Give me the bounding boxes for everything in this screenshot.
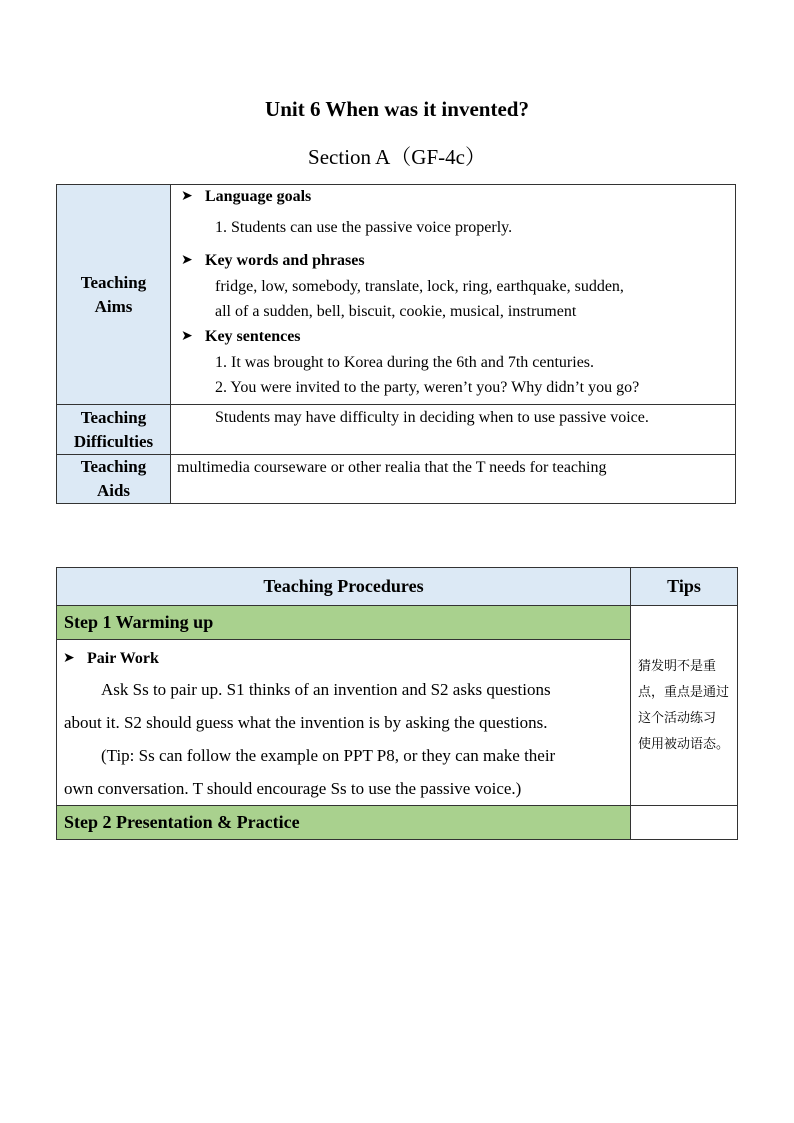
arrowhead-bullet-icon: ➤	[63, 651, 75, 666]
difficulties-content-cell	[171, 405, 736, 455]
tips-header-cell: Tips	[631, 568, 738, 606]
language-goals-heading	[177, 184, 735, 210]
key-words-line: fridge, low, somebody, translate, lock, ring, earthquake, sudden,	[215, 278, 624, 295]
teaching-aims-table	[56, 184, 736, 504]
aims-label-cell	[57, 185, 171, 405]
arrowhead-bullet-icon: ➤	[181, 189, 193, 204]
aims-label-line-1: Teaching	[80, 272, 147, 292]
teaching-procedures-table	[56, 567, 738, 840]
pair-work-line	[64, 673, 624, 706]
arrowhead-bullet-icon: ➤	[181, 329, 193, 344]
difficulties-text: Students may have difficulty in deciding when to use passive voice.	[215, 409, 649, 426]
aids-text: multimedia courseware or other realia that the T needs for teaching	[177, 459, 607, 476]
procedures-header-cell: Teaching Procedures	[57, 568, 631, 606]
document-title: Unit 6 When was it invented?	[265, 97, 529, 121]
tips-line: 点，重点是通过	[638, 684, 730, 700]
key-sentences-heading-text: Key sentences	[205, 328, 301, 345]
key-sentences-heading	[177, 324, 735, 350]
pair-work-heading-text: Pair Work	[87, 650, 159, 667]
tips-line: 这个活动练习	[638, 710, 717, 726]
difficulties-label-cell	[57, 405, 171, 455]
key-sentence-item: 2. You were invited to the party, weren’t you? Why didn’t you go?	[215, 379, 640, 396]
key-words-line: all of a sudden, bell, biscuit, cookie, musical, instrument	[215, 303, 577, 320]
document-subtitle: Section A（GF-4c）	[308, 145, 486, 169]
pair-work-line	[64, 739, 624, 772]
aids-label-line-1: Teaching	[80, 457, 147, 476]
aims-label-line-2: Aims	[94, 296, 133, 316]
step-2-title: Step 2 Presentation & Practice	[57, 806, 631, 840]
step-2-tips-cell	[631, 806, 738, 840]
pair-work-line-text: Ask Ss to pair up. S1 thinks of an invention and S2 asks questions	[101, 680, 551, 699]
difficulties-label-line-1: Teaching	[80, 407, 147, 427]
pair-work-line-text: (Tip: Ss can follow the example on PPT P8, or they can make their	[101, 746, 556, 765]
key-words-heading-text: Key words and phrases	[205, 252, 365, 269]
pair-work-paragraph	[57, 673, 630, 805]
aids-label-cell	[57, 455, 171, 504]
key-sentence-item: 1. It was brought to Korea during the 6th and 7th centuries.	[215, 354, 595, 371]
tips-cell	[631, 606, 738, 806]
difficulties-label-line-2: Difficulties	[73, 431, 154, 451]
pair-work-cell	[57, 640, 631, 806]
pair-work-heading	[59, 646, 630, 672]
step-1-title: Step 1 Warming up	[57, 606, 631, 640]
aids-content-cell	[171, 455, 736, 504]
arrowhead-bullet-icon: ➤	[181, 253, 193, 268]
tips-line: 猜发明不是重	[638, 658, 717, 674]
pair-work-line: about it. S2 should guess what the invention is by asking the questions.	[64, 713, 548, 732]
tips-line: 使用被动语态。	[638, 736, 730, 752]
aids-label-line-2: Aids	[96, 481, 131, 500]
key-words-heading	[177, 248, 735, 274]
aims-content-cell	[171, 185, 736, 405]
language-goal-item: 1. Students can use the passive voice properly.	[215, 219, 513, 236]
language-goals-heading-text: Language goals	[205, 188, 312, 205]
pair-work-line: own conversation. T should encourage Ss to use the passive voice.)	[64, 779, 522, 798]
